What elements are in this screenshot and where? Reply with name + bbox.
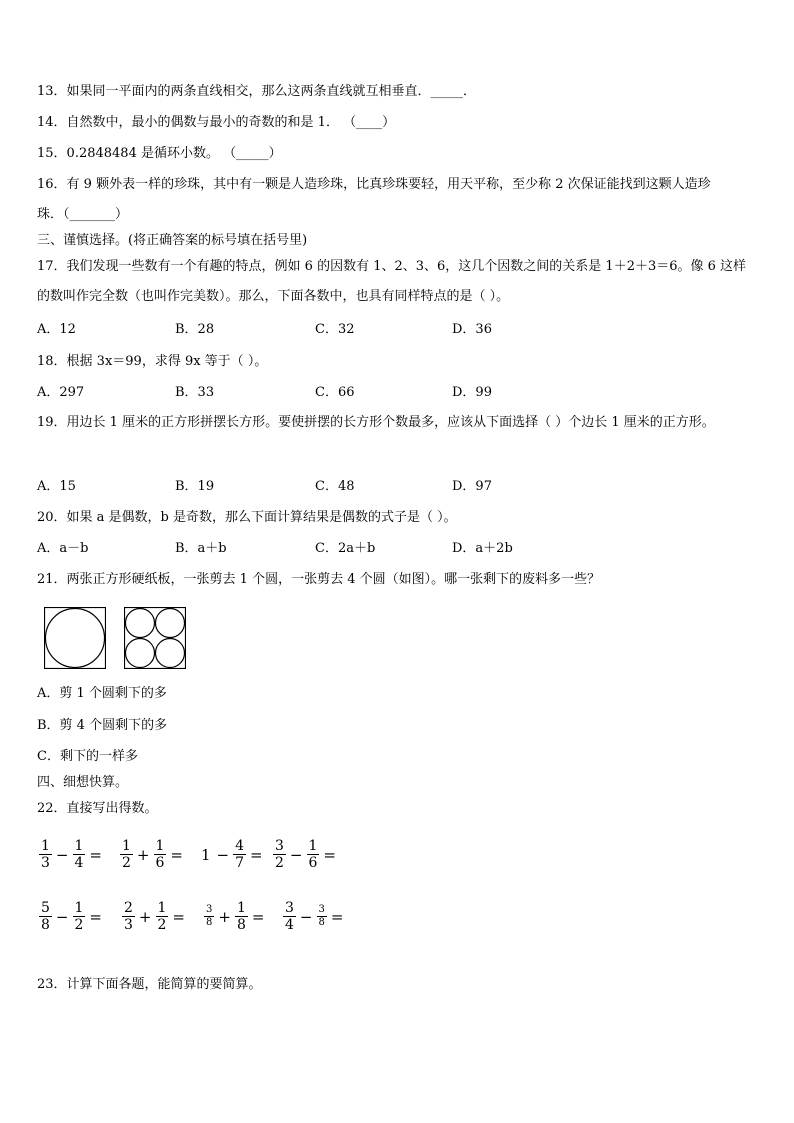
q17-option-a[interactable]: A．12 (37, 322, 76, 337)
section-3-heading: 三、谨慎选择。(将正确答案的标号填在括号里) (37, 233, 308, 248)
question-16-line2: 珠．（_______） (37, 207, 129, 222)
expression-row2-2: $\frac{2}{3}$ + $\frac{1}{2}$ = (124, 900, 185, 933)
expression-row1-4: $\frac{3}{2}$ − $\frac{1}{6}$ = (275, 838, 336, 871)
question-15: 15．0.2848484 是循环小数。 （_____） (37, 146, 282, 161)
square-four-circles-figure (124, 607, 186, 669)
section-4-heading: 四、细想快算。 (37, 775, 129, 790)
q18-option-b[interactable]: B．33 (175, 385, 215, 400)
q17-option-b[interactable]: B．28 (175, 322, 215, 337)
q19-option-d[interactable]: D．97 (452, 479, 492, 494)
question-21: 21．两张正方形硬纸板，一张剪去 1 个圆，一张剪去 4 个圆（如图）。哪一张剩下的废料多一些？ (37, 572, 601, 587)
q18-option-d[interactable]: D．99 (452, 385, 492, 400)
question-23: 23．计算下面各题，能简算的要简算。 (37, 977, 262, 992)
q18-option-c[interactable]: C．66 (315, 385, 355, 400)
question-13: 13．如果同一平面内的两条直线相交，那么这两条直线就互相垂直．_____． (37, 84, 477, 99)
expression-row2-3: $\frac{3}{8}$ + $\frac{1}{8}$ = (206, 900, 265, 933)
q20-option-a[interactable]: A．a－b (37, 541, 89, 556)
q21-option-c[interactable]: C．剩下的一样多 (37, 749, 138, 764)
q19-option-a[interactable]: A．15 (37, 479, 76, 494)
question-16-line1: 16．有 9 颗外表一样的珍珠，其中有一颗是人造珍珠，比真珍珠要轻，用天平称，至少称 2 次保证能找到这颗人造珍 (37, 177, 711, 192)
question-20: 20．如果 a 是偶数，b 是奇数，那么下面计算结果是偶数的式子是（ ）。 (37, 510, 457, 525)
q20-option-d[interactable]: D．a＋2b (452, 541, 513, 556)
expression-row1-2: $\frac{1}{2}$ + $\frac{1}{6}$ = (122, 838, 183, 871)
q21-option-b[interactable]: B．剪 4 个圆剩下的多 (37, 718, 168, 733)
question-19: 19．用边长 1 厘米的正方形拼摆长方形。要使拼摆的长方形个数最多，应该从下面选择（ ）个边长 1 厘米的正方形。 (37, 415, 715, 430)
q19-option-b[interactable]: B．19 (175, 479, 215, 494)
question-14: 14．自然数中，最小的偶数与最小的奇数的和是 1． （____） (37, 115, 396, 130)
expression-row2-1: $\frac{5}{8}$ − $\frac{1}{2}$ = (41, 900, 102, 933)
q17-option-d[interactable]: D．36 (452, 322, 492, 337)
expression-row1-3: 1 − $\frac{4}{7}$ = (201, 838, 263, 871)
question-17: 17．我们发现一些数有一个有趣的特点，例如 6 的因数有 1、2、3、6，这几个因数之间的关系是 1＋2＋3＝6。像 6 这样的数叫作完全数（也叫作完美数）。那么，下面各数中，也具有同样特点的是（ ）。 (37, 259, 747, 304)
q20-option-c[interactable]: C．2a＋b (315, 541, 376, 556)
question-22: 22．直接写出得数。 (37, 801, 158, 816)
square-one-circle-figure (44, 607, 106, 669)
question-18: 18．根据 3x＝99，求得 9x 等于（ ）。 (37, 354, 268, 369)
q21-option-a[interactable]: A．剪 1 个圆剩下的多 (37, 686, 167, 701)
q17-option-c[interactable]: C．32 (315, 322, 355, 337)
q18-option-a[interactable]: A．297 (37, 385, 85, 400)
q19-option-c[interactable]: C．48 (315, 479, 355, 494)
q20-option-b[interactable]: B．a＋b (175, 541, 227, 556)
expression-row1-1: $\frac{1}{3}$ − $\frac{1}{4}$ = (41, 838, 102, 871)
expression-row2-4: $\frac{3}{4}$ − $\frac{3}{8}$ = (285, 900, 344, 933)
